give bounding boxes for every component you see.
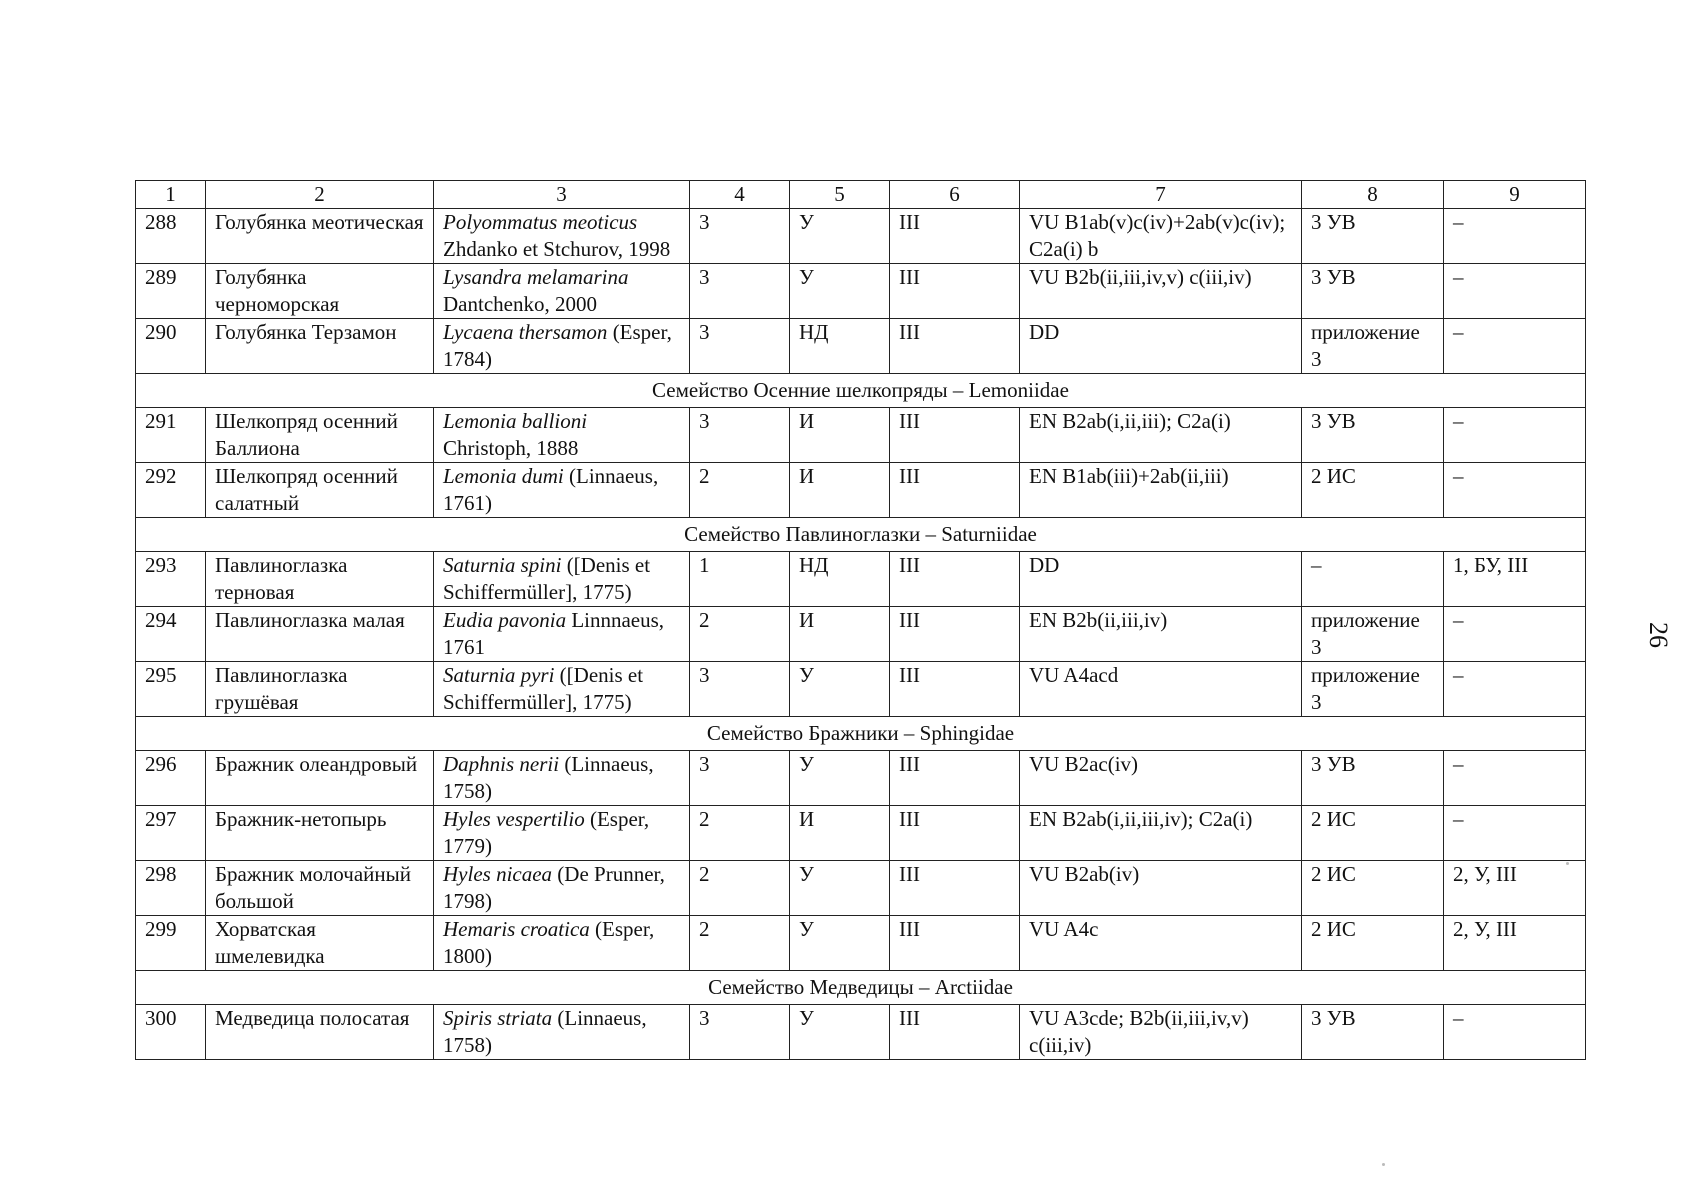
page-number: 26 [1644, 622, 1673, 648]
taxon-author: Zhdanko et Stchurov, 1998 [443, 237, 671, 261]
taxon-author: Christoph, 1888 [443, 436, 579, 460]
status-cell: И [790, 607, 890, 662]
family-heading: Семейство Осенние шелкопряды – Lemoniidae [136, 374, 1586, 408]
species-name-ru: Голубянка Терзамон [206, 319, 434, 374]
status-cell: У [790, 751, 890, 806]
column-header-4: 4 [690, 181, 790, 209]
remark-cell: 2, У, III [1444, 861, 1586, 916]
latin-name: Spiris striata [443, 1006, 553, 1030]
taxon-author: (De Prunner, 1798) [443, 862, 665, 913]
category-cell: 2 [690, 861, 790, 916]
category-cell: 3 [690, 751, 790, 806]
iucn-criteria-cell: VU A4acd [1020, 662, 1302, 717]
remark-cell: – [1444, 1005, 1586, 1060]
status-cell: И [790, 463, 890, 518]
category-cell: 3 [690, 662, 790, 717]
remark-cell: – [1444, 607, 1586, 662]
appendix-cell: 2 ИС [1302, 463, 1444, 518]
scientific-name [434, 319, 690, 374]
group-cell: III [890, 463, 1020, 518]
group-cell: III [890, 1005, 1020, 1060]
remark-cell: – [1444, 463, 1586, 518]
table-row [136, 552, 1586, 607]
table-row [136, 806, 1586, 861]
row-number: 295 [136, 662, 206, 717]
scientific-name [434, 861, 690, 916]
remark-cell: – [1444, 751, 1586, 806]
status-cell: НД [790, 319, 890, 374]
species-name-ru: Бражник-нетопырь [206, 806, 434, 861]
family-heading: Семейство Медведицы – Arctiidae [136, 971, 1586, 1005]
scientific-name [434, 408, 690, 463]
latin-name: Lysandra melamarina [443, 265, 629, 289]
scientific-name [434, 916, 690, 971]
status-cell: НД [790, 552, 890, 607]
scientific-name [434, 607, 690, 662]
appendix-cell: 2 ИС [1302, 806, 1444, 861]
iucn-criteria-cell: EN B1ab(iii)+2ab(ii,iii) [1020, 463, 1302, 518]
status-cell: У [790, 662, 890, 717]
remark-cell: – [1444, 264, 1586, 319]
species-name-ru: Голубянка меотическая [206, 209, 434, 264]
taxon-author: Linnnaeus, 1761 [443, 608, 665, 659]
remark-cell: – [1444, 806, 1586, 861]
category-cell: 3 [690, 1005, 790, 1060]
latin-name: Saturnia pyri [443, 663, 555, 687]
group-cell: III [890, 861, 1020, 916]
appendix-cell: 3 УВ [1302, 209, 1444, 264]
status-cell: И [790, 408, 890, 463]
column-header-2: 2 [206, 181, 434, 209]
remark-cell: – [1444, 319, 1586, 374]
row-number: 294 [136, 607, 206, 662]
remark-cell: – [1444, 408, 1586, 463]
latin-name: Hyles nicaea [443, 862, 553, 886]
row-number: 290 [136, 319, 206, 374]
status-cell: И [790, 806, 890, 861]
appendix-cell: приложение 3 [1302, 607, 1444, 662]
row-number: 288 [136, 209, 206, 264]
appendix-cell: 3 УВ [1302, 264, 1444, 319]
table-row [136, 209, 1586, 264]
species-name-ru: Павлиноглазка грушёвая [206, 662, 434, 717]
latin-name: Hemaris croatica [443, 917, 590, 941]
family-heading-row [136, 374, 1586, 408]
species-name-ru: Медведица полосатая [206, 1005, 434, 1060]
row-number: 299 [136, 916, 206, 971]
column-header-7: 7 [1020, 181, 1302, 209]
scientific-name [434, 552, 690, 607]
status-cell: У [790, 1005, 890, 1060]
appendix-cell: – [1302, 552, 1444, 607]
appendix-cell: приложение 3 [1302, 662, 1444, 717]
category-cell: 2 [690, 916, 790, 971]
row-number: 291 [136, 408, 206, 463]
group-cell: III [890, 408, 1020, 463]
species-name-ru: Павлиноглазка терновая [206, 552, 434, 607]
column-header-5: 5 [790, 181, 890, 209]
row-number: 298 [136, 861, 206, 916]
remark-cell: – [1444, 209, 1586, 264]
taxon-author: (Esper, 1800) [443, 917, 655, 968]
table-header [136, 181, 1586, 209]
category-cell: 1 [690, 552, 790, 607]
iucn-criteria-cell: EN B2b(ii,iii,iv) [1020, 607, 1302, 662]
family-heading-row [136, 518, 1586, 552]
remark-cell: 2, У, III [1444, 916, 1586, 971]
row-number: 300 [136, 1005, 206, 1060]
scientific-name [434, 463, 690, 518]
table-body [136, 209, 1586, 1060]
iucn-criteria-cell: EN B2ab(i,ii,iii); C2a(i) [1020, 408, 1302, 463]
group-cell: III [890, 607, 1020, 662]
group-cell: III [890, 751, 1020, 806]
scientific-name [434, 662, 690, 717]
taxon-author: (Esper, 1779) [443, 807, 650, 858]
row-number: 296 [136, 751, 206, 806]
group-cell: III [890, 806, 1020, 861]
table-row [136, 408, 1586, 463]
iucn-criteria-cell: VU A4c [1020, 916, 1302, 971]
latin-name: Lemonia dumi [443, 464, 564, 488]
header-row [136, 181, 1586, 209]
remark-cell: – [1444, 662, 1586, 717]
latin-name: Lycaena thersamon [443, 320, 608, 344]
appendix-cell: 2 ИС [1302, 916, 1444, 971]
family-heading-row [136, 971, 1586, 1005]
group-cell: III [890, 319, 1020, 374]
group-cell: III [890, 552, 1020, 607]
scientific-name [434, 1005, 690, 1060]
family-heading-row [136, 717, 1586, 751]
appendix-cell: 3 УВ [1302, 408, 1444, 463]
scan-speck [1382, 1163, 1385, 1166]
appendix-cell: 3 УВ [1302, 751, 1444, 806]
appendix-cell: 2 ИС [1302, 861, 1444, 916]
iucn-criteria-cell: VU A3cde; B2b(ii,iii,iv,v) c(iii,iv) [1020, 1005, 1302, 1060]
family-heading: Семейство Бражники – Sphingidae [136, 717, 1586, 751]
iucn-criteria-cell: VU B1ab(v)c(iv)+2ab(v)c(iv); C2a(i) b [1020, 209, 1302, 264]
category-cell: 3 [690, 408, 790, 463]
species-name-ru: Голубянка черноморская [206, 264, 434, 319]
taxon-author: ([Denis et Schiffermüller], 1775) [443, 553, 651, 604]
group-cell: III [890, 662, 1020, 717]
row-number: 292 [136, 463, 206, 518]
column-header-8: 8 [1302, 181, 1444, 209]
row-number: 289 [136, 264, 206, 319]
table-row [136, 751, 1586, 806]
category-cell: 2 [690, 463, 790, 518]
iucn-criteria-cell: VU B2b(ii,iii,iv,v) c(iii,iv) [1020, 264, 1302, 319]
status-cell: У [790, 209, 890, 264]
scientific-name [434, 806, 690, 861]
taxon-author: Dantchenko, 2000 [443, 292, 597, 316]
table-row [136, 1005, 1586, 1060]
scientific-name [434, 751, 690, 806]
taxon-author: (Linnaeus, 1761) [443, 464, 659, 515]
taxon-author: (Linnaeus, 1758) [443, 1006, 647, 1057]
species-name-ru: Шелкопряд осенний Баллиона [206, 408, 434, 463]
iucn-criteria-cell: EN B2ab(i,ii,iii,iv); C2a(i) [1020, 806, 1302, 861]
table-row [136, 861, 1586, 916]
category-cell: 3 [690, 209, 790, 264]
taxon-author: (Esper, 1784) [443, 320, 672, 371]
species-name-ru: Бражник молочайный большой [206, 861, 434, 916]
table-row [136, 319, 1586, 374]
table-row [136, 264, 1586, 319]
row-number: 297 [136, 806, 206, 861]
category-cell: 2 [690, 806, 790, 861]
species-name-ru: Павлиноглазка малая [206, 607, 434, 662]
status-cell: У [790, 264, 890, 319]
status-cell: У [790, 916, 890, 971]
latin-name: Hyles vespertilio [443, 807, 585, 831]
iucn-criteria-cell: DD [1020, 552, 1302, 607]
iucn-criteria-cell: DD [1020, 319, 1302, 374]
species-table [135, 180, 1586, 1060]
table-row [136, 662, 1586, 717]
table-row [136, 916, 1586, 971]
status-cell: У [790, 861, 890, 916]
column-header-9: 9 [1444, 181, 1586, 209]
scan-speck [1566, 862, 1569, 865]
family-heading: Семейство Павлиноглазки – Saturniidae [136, 518, 1586, 552]
iucn-criteria-cell: VU B2ab(iv) [1020, 861, 1302, 916]
scientific-name [434, 209, 690, 264]
table-row [136, 607, 1586, 662]
species-name-ru: Бражник олеандровый [206, 751, 434, 806]
row-number: 293 [136, 552, 206, 607]
iucn-criteria-cell: VU B2ac(iv) [1020, 751, 1302, 806]
scientific-name [434, 264, 690, 319]
latin-name: Lemonia ballioni [443, 409, 588, 433]
latin-name: Daphnis nerii [443, 752, 560, 776]
category-cell: 2 [690, 607, 790, 662]
column-header-3: 3 [434, 181, 690, 209]
table-row [136, 463, 1586, 518]
group-cell: III [890, 264, 1020, 319]
latin-name: Saturnia spini [443, 553, 562, 577]
latin-name: Eudia pavonia [443, 608, 567, 632]
species-name-ru: Шелкопряд осенний салатный [206, 463, 434, 518]
column-header-6: 6 [890, 181, 1020, 209]
column-header-1: 1 [136, 181, 206, 209]
appendix-cell: 3 УВ [1302, 1005, 1444, 1060]
latin-name: Polyommatus meoticus [443, 210, 638, 234]
species-name-ru: Хорватская шмелевидка [206, 916, 434, 971]
group-cell: III [890, 209, 1020, 264]
category-cell: 3 [690, 319, 790, 374]
remark-cell: 1, БУ, III [1444, 552, 1586, 607]
taxon-author: ([Denis et Schiffermüller], 1775) [443, 663, 644, 714]
category-cell: 3 [690, 264, 790, 319]
group-cell: III [890, 916, 1020, 971]
taxon-author: (Linnaeus, 1758) [443, 752, 654, 803]
appendix-cell: приложение 3 [1302, 319, 1444, 374]
